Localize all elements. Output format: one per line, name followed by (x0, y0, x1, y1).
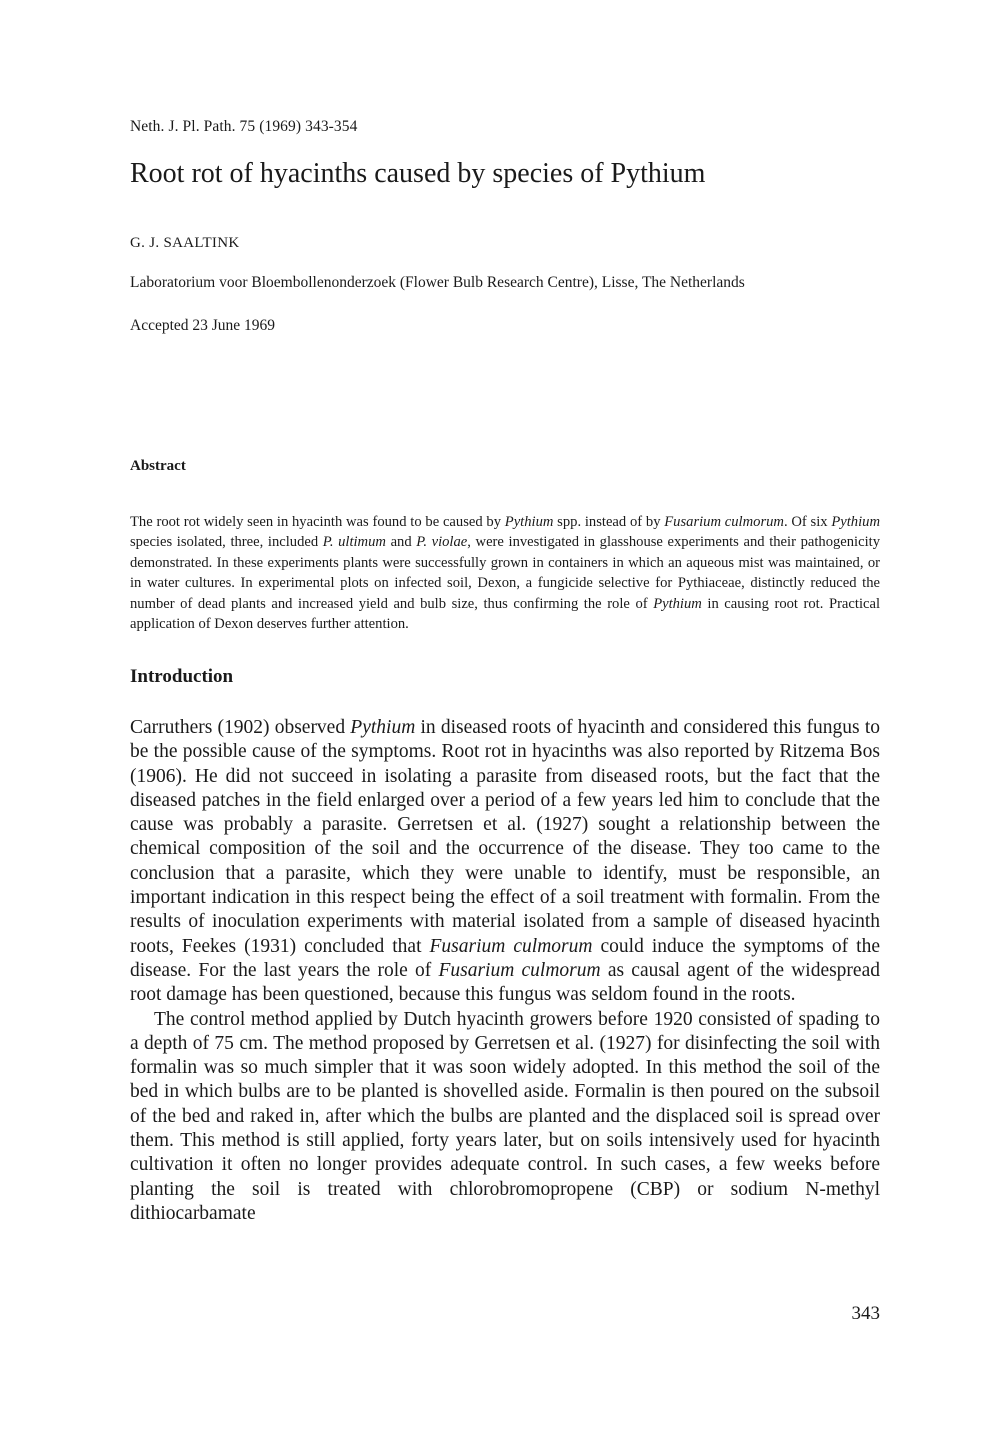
abstract-heading: Abstract (130, 458, 186, 474)
italic-term: P. ultimum (322, 534, 386, 551)
page-number: 343 (851, 1303, 880, 1324)
italic-term: Fusarium culmorum (664, 513, 784, 530)
abstract-text: The root rot widely seen in hyacinth was found to be caused by Pythium spp. instead of by Fusarium culmorum. Of six Pythium species isolated, three, included P. ultimum and P. violae, were investigated in glasshouse experiments and their pathogenicity demonstrated. In these experiments plants were successfully grown in containers in which an aqueous mist was maintained, or in water cultures. In experimental plots on infected soil, Dexon, a fungicide selective for Pythiaceae, distinctly reduced the number of dead plants and increased yield and bulb size, thus confirming the role of Pythium in causing root rot. Practical application of Dexon deserves further attention. (130, 513, 881, 633)
italic-term: Pythium (504, 513, 554, 530)
italic-term: Pythium (831, 513, 880, 530)
introduction-heading: Introduction (130, 666, 234, 687)
italic-term: P. violae (416, 534, 468, 551)
author-name: G. J. SAALTINK (130, 235, 240, 251)
italic-term: Fusarium culmorum (438, 959, 601, 981)
journal-citation: Neth. J. Pl. Path. 75 (1969) 343-354 (130, 118, 358, 135)
introduction-body (130, 716, 880, 1226)
italic-term: Pythium (653, 595, 702, 612)
article-title: Root rot of hyacinths caused by species of Pythium (130, 158, 706, 189)
italic-term: Pythium (350, 717, 416, 738)
italic-term: Fusarium culmorum (429, 935, 593, 957)
accepted-date: Accepted 23 June 1969 (130, 317, 276, 334)
author-affiliation: Laboratorium voor Bloembollenonderzoek (Flower Bulb Research Centre), Lisse, The Netherlands (130, 274, 745, 291)
introduction-paragraph-1: Carruthers (1902) observed Pythium in diseased roots of hyacinth and considered this fungus to be the possible cause of the symptoms. Root rot in hyacinths was also reported by Ritzema Bos (1906). He did not succeed in isolating a parasite from diseased roots, but the fact that the diseased patches in the field enlarged over a period of a few years led him to conclude that the cause was probably a parasite. Gerretsen et al. (1927) sought a relationship between the chemical composition of the soil and the occurrence of the disease. They too came to the conclusion that a parasite, which they were unable to identify, must be responsible, an important indication in this respect being the effect of a soil treatment with formalin. From the results of inoculation experiments with material isolated from a sample of diseased hyacinth roots, Feekes (1931) concluded that Fusarium culmorum could induce the symptoms of the disease. For the last years the role of Fusarium culmorum as causal agent of the widespread root damage has been questioned, because this fungus was seldom found in the roots. (130, 717, 880, 1006)
introduction-paragraph-2: The control method applied by Dutch hyacinth growers before 1920 consisted of spading to a depth of 75 cm. The method proposed by Gerretsen et al. (1927) for disinfecting the soil with formalin was so much simpler that it was soon widely adopted. In this method the soil of the bed in which bulbs are to be planted is shovelled aside. Formalin is then poured on the subsoil of the bed and raked in, after which the bulbs are planted and the displaced soil is spread over them. This method is still applied, forty years later, but on soils intensively used for hyacinth cultivation it often no longer provides adequate control. In such cases, a few weeks before planting the soil is treated with chlorobromopropene (CBP) or sodium N-methyl dithiocarbamate (130, 1008, 880, 1224)
